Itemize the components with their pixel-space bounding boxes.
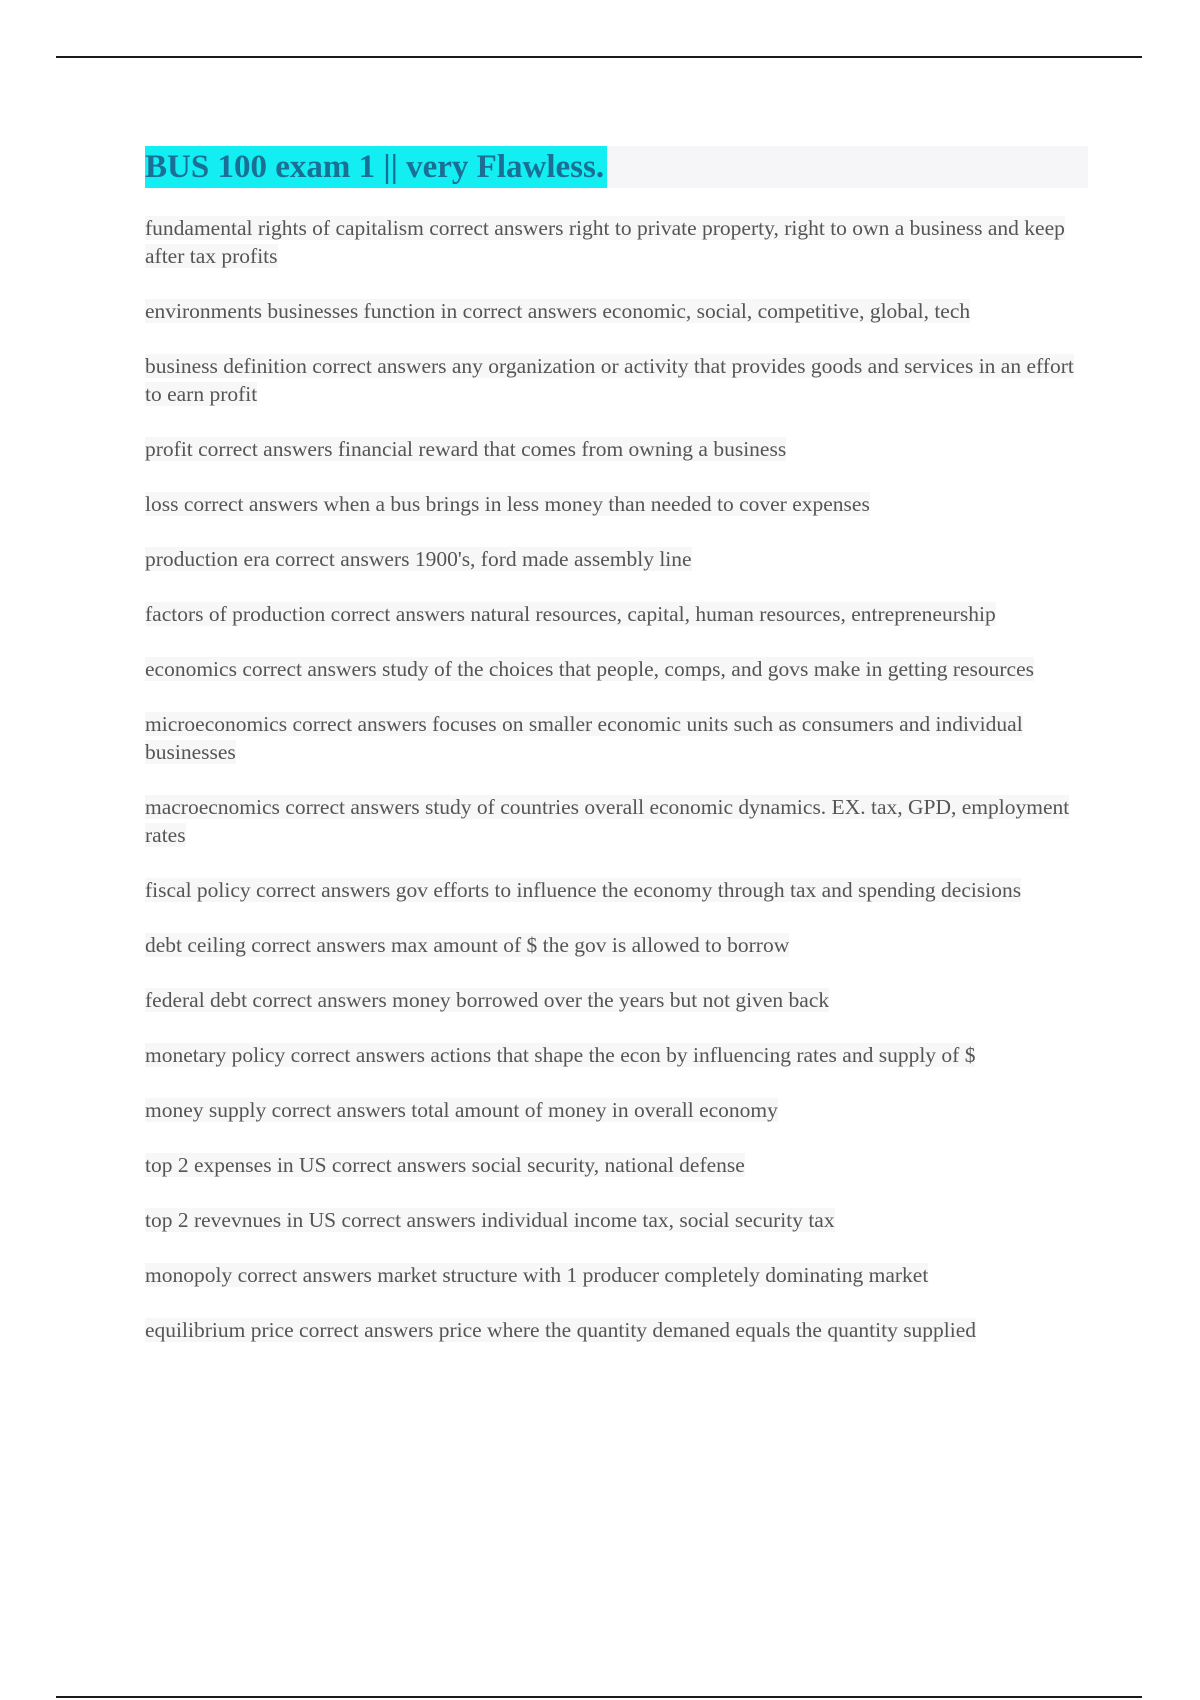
qa-list <box>145 214 1088 1344</box>
qa-entry: equilibrium price correct answers price where the quantity demaned equals the quantity supplied <box>145 1318 977 1342</box>
qa-entry: economics correct answers study of the choices that people, comps, and govs make in getting resources <box>145 657 1034 681</box>
qa-entry: top 2 expenses in US correct answers social security, national defense <box>145 1153 745 1177</box>
title-bar <box>145 146 1088 188</box>
qa-entry: monopoly correct answers market structure with 1 producer completely dominating market <box>145 1263 929 1287</box>
qa-entry: environments businesses function in correct answers economic, social, competitive, global, tech <box>145 299 971 323</box>
qa-entry: factors of production correct answers natural resources, capital, human resources, entrepreneurship <box>145 602 996 626</box>
qa-entry: production era correct answers 1900's, ford made assembly line <box>145 547 692 571</box>
document-body <box>145 146 1088 1371</box>
qa-entry: microeconomics correct answers focuses on smaller economic units such as consumers and individual businesses <box>145 712 1023 764</box>
bottom-rule <box>56 1696 1142 1698</box>
qa-entry: money supply correct answers total amount of money in overall economy <box>145 1098 778 1122</box>
qa-entry: top 2 revevnues in US correct answers individual income tax, social security tax <box>145 1208 835 1232</box>
qa-entry: profit correct answers financial reward that comes from owning a business <box>145 437 787 461</box>
qa-entry: federal debt correct answers money borrowed over the years but not given back <box>145 988 830 1012</box>
qa-entry: business definition correct answers any organization or activity that provides goods and services in an effort to earn profit <box>145 354 1074 406</box>
qa-entry: loss correct answers when a bus brings in less money than needed to cover expenses <box>145 492 870 516</box>
document-title: BUS 100 exam 1 || very Flawless. <box>145 146 607 188</box>
qa-entry: fiscal policy correct answers gov efforts to influence the economy through tax and spending decisions <box>145 878 1022 902</box>
qa-entry: monetary policy correct answers actions that shape the econ by influencing rates and supply of $ <box>145 1043 976 1067</box>
qa-entry: macroecnomics correct answers study of countries overall economic dynamics. EX. tax, GPD, employment rates <box>145 795 1070 847</box>
qa-entry: debt ceiling correct answers max amount of $ the gov is allowed to borrow <box>145 933 790 957</box>
qa-entry: fundamental rights of capitalism correct answers right to private property, right to own a business and keep after tax profits <box>145 216 1065 268</box>
top-rule <box>56 56 1142 58</box>
